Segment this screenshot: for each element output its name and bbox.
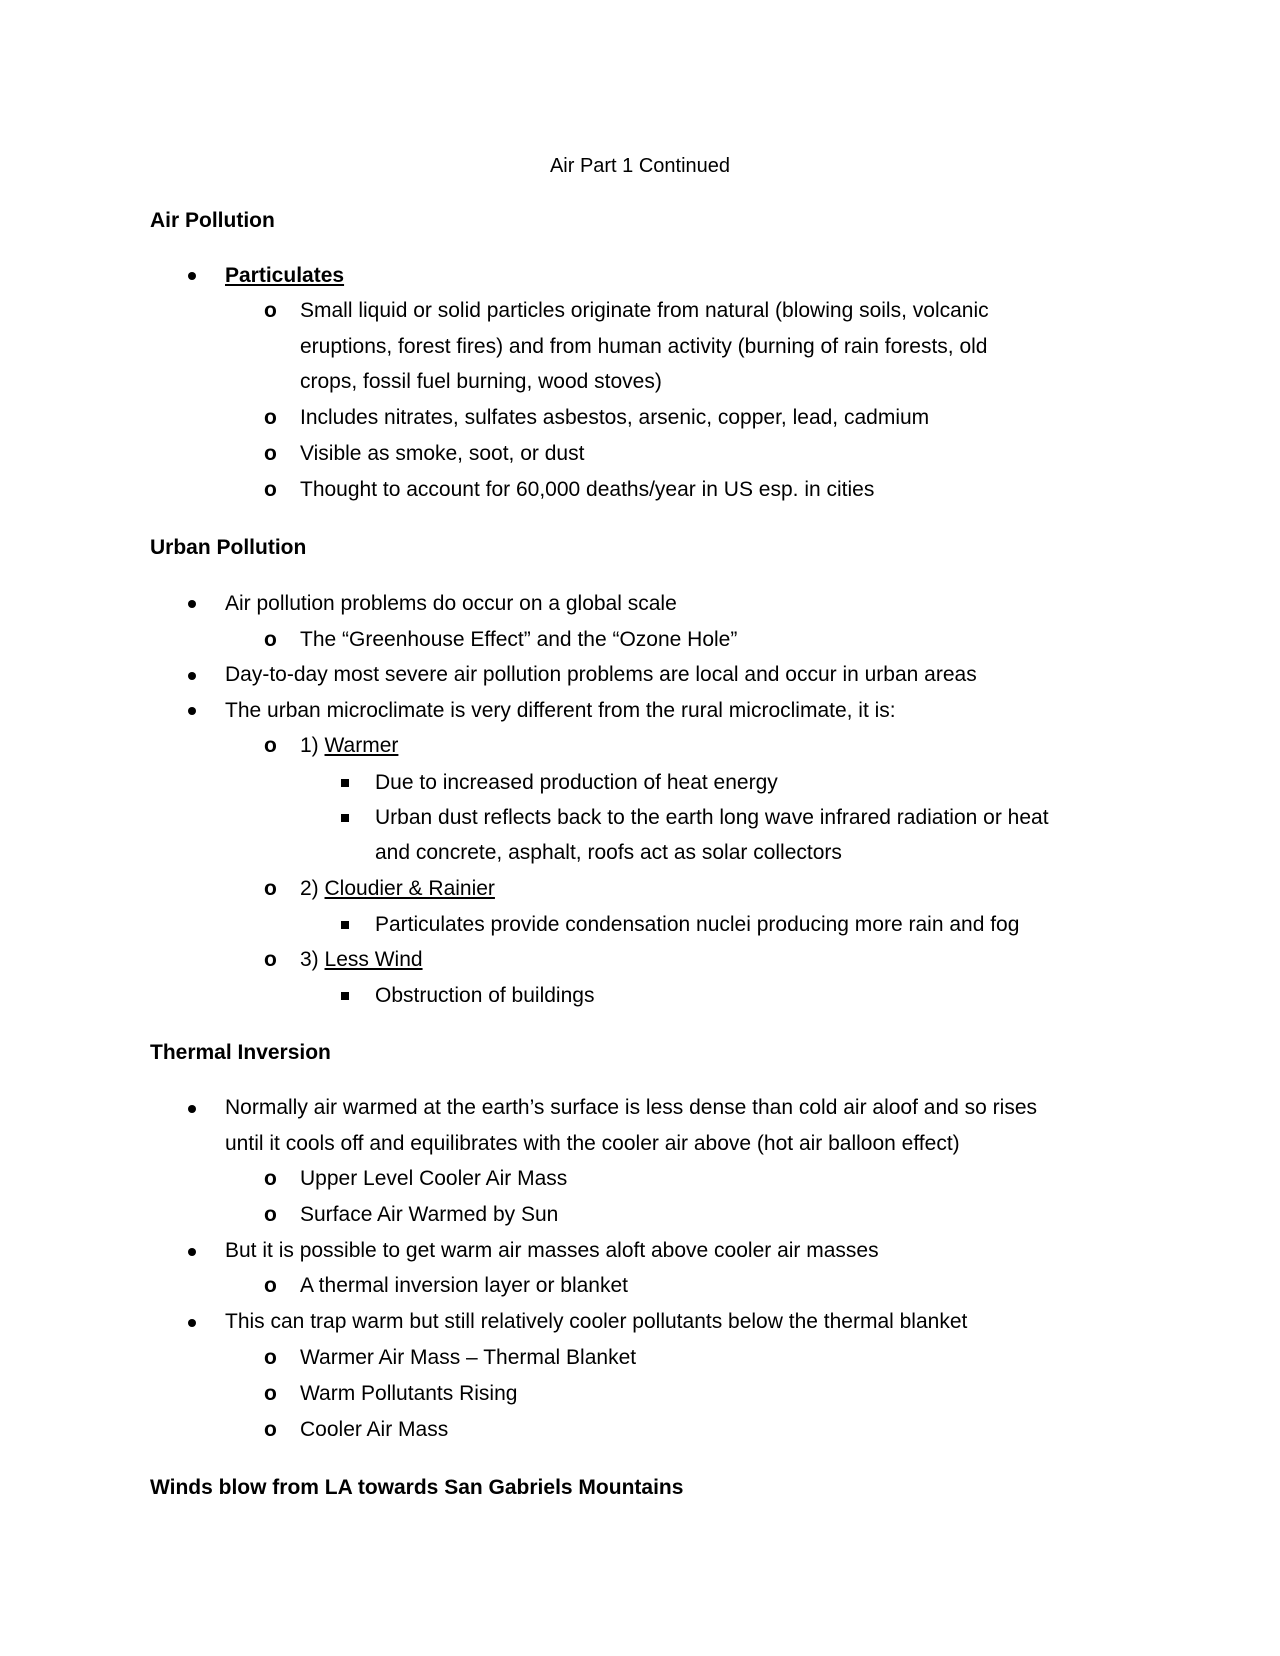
- particulates-label: Particulates: [225, 264, 345, 287]
- item-number: 2): [300, 877, 325, 900]
- heading-thermal-inversion: Thermal Inversion: [150, 1041, 331, 1064]
- bullet-o: o: [264, 628, 277, 651]
- bullet-square: [341, 814, 349, 822]
- list-item: Upper Level Cooler Air Mass: [300, 1167, 568, 1190]
- list-item: This can trap warm but still relatively cooler pollutants below the thermal blanket: [225, 1310, 968, 1333]
- warmer-label: Warmer: [324, 734, 399, 757]
- list-item: The urban microclimate is very different from the rural microclimate, it is:: [225, 699, 896, 722]
- page-title: Air Part 1 Continued: [549, 155, 731, 177]
- bullet-dot: [188, 1105, 196, 1113]
- list-item: Normally air warmed at the earth’s surface is less dense than cold air aloof and so rises: [225, 1096, 1037, 1119]
- bullet-square: [341, 992, 349, 1000]
- item-number: 3): [300, 948, 325, 971]
- list-item: But it is possible to get warm air masses aloft above cooler air masses: [225, 1239, 879, 1262]
- list-item: Cooler Air Mass: [300, 1418, 449, 1441]
- list-item: Due to increased production of heat energy: [375, 771, 778, 794]
- bullet-o: o: [264, 948, 277, 971]
- list-item: Surface Air Warmed by Sun: [300, 1203, 559, 1226]
- list-item: Air pollution problems do occur on a global scale: [225, 592, 677, 615]
- heading-winds: Winds blow from LA towards San Gabriels Mountains: [150, 1476, 684, 1499]
- list-item: Warm Pollutants Rising: [300, 1382, 518, 1405]
- list-item-cloudier: [300, 876, 495, 902]
- list-item: A thermal inversion layer or blanket: [300, 1274, 628, 1297]
- list-item: Warmer Air Mass – Thermal Blanket: [300, 1346, 637, 1369]
- heading-urban-pollution: Urban Pollution: [150, 536, 307, 559]
- bullet-o: o: [264, 1418, 277, 1441]
- list-item: Visible as smoke, soot, or dust: [300, 442, 585, 465]
- bullet-square: [341, 779, 349, 787]
- bullet-o: o: [264, 1167, 277, 1190]
- bullet-o: o: [264, 406, 277, 429]
- bullet-o: o: [264, 442, 277, 465]
- list-item-warmer: [300, 733, 398, 759]
- list-item: Day-to-day most severe air pollution problems are local and occur in urban areas: [225, 663, 977, 686]
- bullet-o: o: [264, 299, 277, 322]
- bullet-dot: [188, 1248, 196, 1256]
- list-item-less-wind: [300, 947, 423, 973]
- less-wind-label: Less Wind: [324, 948, 423, 971]
- list-item: Thought to account for 60,000 deaths/year in US esp. in cities: [300, 478, 875, 501]
- bullet-square: [341, 921, 349, 929]
- list-item: Particulates provide condensation nuclei producing more rain and fog: [375, 913, 1020, 936]
- bullet-o: o: [264, 1203, 277, 1226]
- list-item: Includes nitrates, sulfates asbestos, arsenic, copper, lead, cadmium: [300, 406, 930, 429]
- bullet-o: o: [264, 1274, 277, 1297]
- list-item: The “Greenhouse Effect” and the “Ozone Hole”: [300, 628, 738, 651]
- heading-air-pollution: Air Pollution: [150, 209, 275, 232]
- list-item-continuation: crops, fossil fuel burning, wood stoves): [300, 370, 662, 393]
- bullet-dot: [188, 707, 196, 715]
- bullet-dot: [188, 1319, 196, 1327]
- bullet-o: o: [264, 1346, 277, 1369]
- bullet-dot: [188, 600, 196, 608]
- list-item: Obstruction of buildings: [375, 984, 595, 1007]
- list-item: Urban dust reflects back to the earth long wave infrared radiation or heat: [375, 806, 1049, 829]
- bullet-dot: [188, 672, 196, 680]
- bullet-o: o: [264, 1382, 277, 1405]
- list-item-continuation: until it cools off and equilibrates with the cooler air above (hot air balloon effect): [225, 1132, 960, 1155]
- list-item-continuation: eruptions, forest fires) and from human activity (burning of rain forests, old: [300, 335, 988, 358]
- cloudier-label: Cloudier & Rainier: [324, 877, 495, 900]
- bullet-o: o: [264, 734, 277, 757]
- bullet-o: o: [264, 877, 277, 900]
- bullet-o: o: [264, 478, 277, 501]
- bullet-dot: [188, 272, 196, 280]
- list-item: Small liquid or solid particles originate from natural (blowing soils, volcanic: [300, 299, 989, 322]
- item-number: 1): [300, 734, 325, 757]
- list-item-continuation: and concrete, asphalt, roofs act as solar collectors: [375, 841, 842, 864]
